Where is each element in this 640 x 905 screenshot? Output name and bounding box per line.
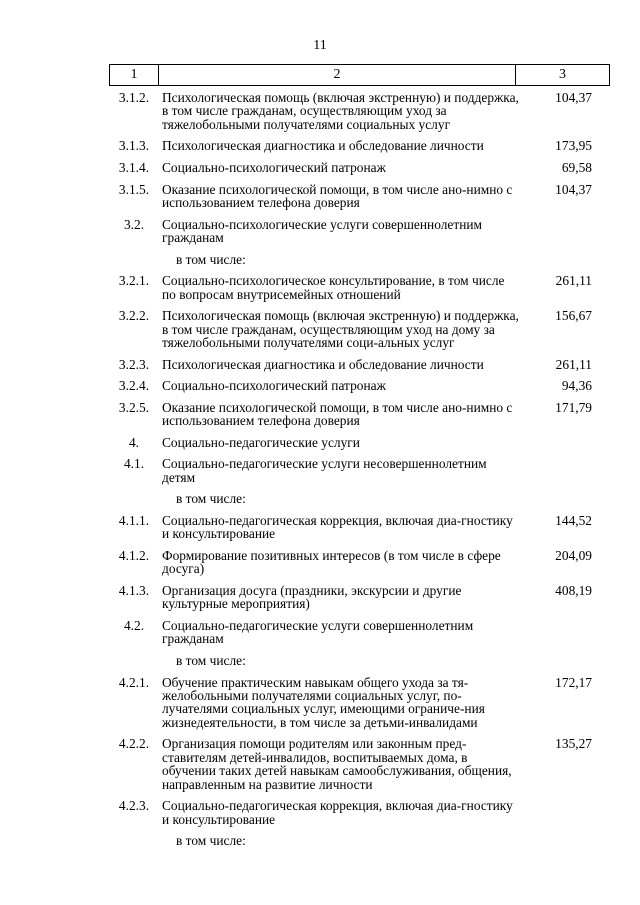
row-number <box>109 834 159 847</box>
table-row <box>109 274 610 301</box>
row-number: 3.2.5. <box>118 399 150 415</box>
row-number: 3.2.2. <box>118 308 150 324</box>
row-value: 135,27 <box>555 736 592 752</box>
row-number: 3.1.2. <box>118 90 150 105</box>
table-row <box>109 799 610 826</box>
table-row <box>109 549 610 576</box>
row-value <box>519 834 610 847</box>
row-number: 4.1.3. <box>118 582 150 598</box>
row-service-name: Оказание психологической помощи, в том числе ано-нимно с использованием телефона доверия <box>162 399 513 429</box>
header-col-3: 3 <box>559 67 566 82</box>
row-service-name: Формирование позитивных интересов (в том числе в сфере досуга) <box>162 547 501 577</box>
row-value: 261,11 <box>555 273 592 289</box>
header-col-1: 1 <box>110 65 159 85</box>
table-row <box>109 654 610 667</box>
row-value <box>519 799 610 826</box>
table-row <box>109 218 610 245</box>
table-row <box>109 676 610 730</box>
table-row <box>109 309 610 349</box>
table-row <box>109 492 610 505</box>
row-value: 104,37 <box>555 181 592 197</box>
row-value <box>519 654 610 667</box>
table-row <box>109 436 610 449</box>
row-number: 3.1.3. <box>118 138 150 154</box>
row-service-name: Психологическая диагностика и обследование личности <box>162 138 484 154</box>
row-value: 94,36 <box>561 378 592 394</box>
table-body <box>109 91 610 856</box>
row-service-name: Психологическая помощь (включая экстренную) и поддержка, в том числе гражданам, осуществляющим уход за тяжелобольными получателями социальных услуг <box>162 90 519 132</box>
row-value <box>519 457 610 484</box>
row-service-name: Организация досуга (праздники, экскурсии и другие культурные мероприятия) <box>162 582 462 612</box>
row-value <box>519 492 610 505</box>
row-service-name: в том числе: <box>176 652 246 668</box>
row-number <box>109 253 159 266</box>
table-row <box>109 253 610 266</box>
row-service-name: Психологическая помощь (включая экстренную) и поддержка, в том числе гражданам, осуществляющим уход на дому за тяжелобольными получателями соци-альных услуг <box>162 308 519 350</box>
header-col-2: 2 <box>159 65 516 85</box>
row-service-name: Социально-психологическое консультирование, в том числе по вопросам внутрисемейных отношений <box>162 273 505 302</box>
table-row <box>109 401 610 428</box>
row-value: 171,79 <box>555 399 592 415</box>
row-service-name: в том числе: <box>176 491 246 507</box>
table-row <box>109 161 610 174</box>
row-number <box>109 654 159 667</box>
row-value <box>519 436 610 449</box>
row-service-name: Социально-педагогические услуги совершеннолетним гражданам <box>162 617 474 647</box>
row-number: 4.1.2. <box>118 547 150 563</box>
row-service-name: Оказание психологической помощи, в том числе ано-нимно с использованием телефона доверия <box>162 181 513 210</box>
row-value: 104,37 <box>555 90 592 105</box>
row-service-name: в том числе: <box>176 251 246 267</box>
row-service-name: в том числе: <box>176 833 246 849</box>
row-value: 156,67 <box>555 308 592 324</box>
page-number: 11 <box>313 38 327 53</box>
row-number <box>109 492 159 505</box>
table-header <box>109 64 610 86</box>
table-row <box>109 183 610 210</box>
row-value: 172,17 <box>555 674 592 690</box>
row-value <box>519 619 610 646</box>
row-service-name: Социально-психологические услуги совершеннолетним гражданам <box>162 216 482 245</box>
row-value: 173,95 <box>555 138 592 154</box>
row-value: 144,52 <box>555 512 592 528</box>
row-number: 3.1.5. <box>118 181 150 197</box>
row-number: 4. <box>128 434 140 450</box>
row-number: 3.2.3. <box>118 356 150 372</box>
table-row <box>109 379 610 392</box>
row-number: 4.2.2. <box>118 736 150 752</box>
row-service-name: Социально-педагогические услуги <box>162 434 360 450</box>
row-number: 4.1. <box>123 456 145 472</box>
row-number: 3.2.4. <box>118 378 150 394</box>
row-service-name: Социально-педагогическая коррекция, включая диа-гностику и консультирование <box>162 512 513 542</box>
row-service-name: Обучение практическим навыкам общего ухода за тя-желобольными получателями социальных услуг, по-лучателями социальных услуг, имеющими ограниче-ния жизнедеятельности, в том числе за детьми-инвалидами <box>162 674 485 730</box>
row-value: 69,58 <box>561 160 592 175</box>
row-value: 408,19 <box>555 582 592 598</box>
table-row <box>109 514 610 541</box>
row-number: 3.2. <box>123 216 145 232</box>
table-row <box>109 139 610 152</box>
table-row <box>109 619 610 646</box>
row-value: 261,11 <box>555 356 592 372</box>
row-service-name: Социально-психологический патронаж <box>162 378 386 394</box>
row-service-name: Психологическая диагностика и обследование личности <box>162 356 484 372</box>
row-number: 4.2.3. <box>118 798 150 814</box>
table-row <box>109 834 610 847</box>
row-number: 3.2.1. <box>118 273 150 289</box>
table-row <box>109 91 610 131</box>
row-service-name: Организация помощи родителям или законным пред-ставителям детей-инвалидов, воспитываемых дома, в обучении таких детей навыкам самообслуживания, общения, направленным на развитие личности <box>162 736 512 792</box>
row-number: 4.2.1. <box>118 674 150 690</box>
row-service-name: Социально-педагогическая коррекция, включая диа-гностику и консультирование <box>162 798 513 827</box>
row-service-name: Социально-педагогические услуги несовершеннолетним детям <box>162 456 487 485</box>
row-number: 4.1.1. <box>118 512 150 528</box>
table-row <box>109 457 610 484</box>
row-number: 3.1.4. <box>118 160 150 175</box>
row-value <box>519 253 610 266</box>
row-service-name: Социально-психологический патронаж <box>162 160 386 175</box>
row-value <box>519 218 610 245</box>
table-row <box>109 584 610 611</box>
row-value: 204,09 <box>555 547 592 563</box>
table-row <box>109 358 610 371</box>
row-number: 4.2. <box>123 617 145 633</box>
table-row <box>109 737 610 791</box>
